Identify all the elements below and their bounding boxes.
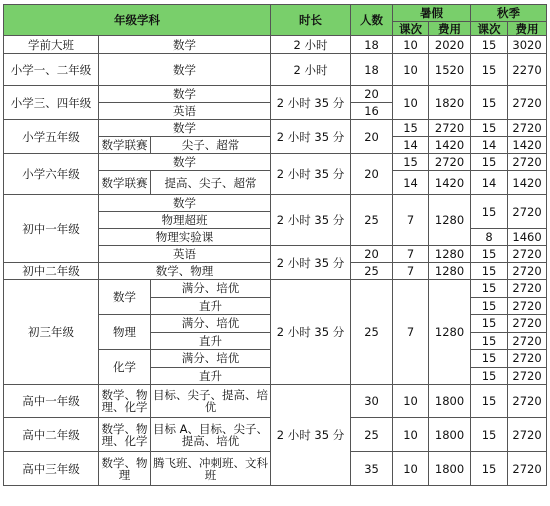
- summer-lessons-cell: 10: [393, 418, 429, 452]
- summer-fee-cell: 1520: [429, 54, 471, 86]
- autumn-fee-cell: 2270: [508, 54, 547, 86]
- people-cell: 30: [351, 385, 393, 418]
- table-row: [4, 385, 547, 418]
- grade-cell: 小学一、二年级: [4, 54, 99, 86]
- subject-cell: 数学、物理: [99, 452, 151, 486]
- autumn-fee-cell: 2720: [508, 297, 547, 315]
- autumn-fee-cell: 1420: [508, 171, 547, 195]
- level-cell: 目标、尖子、提高、培优: [151, 385, 271, 418]
- summer-lessons-cell: 10: [393, 36, 429, 54]
- people-cell: 25: [351, 418, 393, 452]
- autumn-lessons-cell: 8: [471, 229, 508, 246]
- autumn-fee-cell: 2720: [508, 452, 547, 486]
- summer-fee-cell: 1800: [429, 418, 471, 452]
- grade-cell: 初三年级: [4, 280, 99, 385]
- subject-cell: 物理实验课: [99, 229, 271, 246]
- table-row: [4, 154, 547, 171]
- summer-lessons-cell: 7: [393, 246, 429, 263]
- grade-cell: 高中一年级: [4, 385, 99, 418]
- duration-cell: 2 小时 35 分: [271, 120, 351, 154]
- autumn-fee-cell: 2720: [508, 120, 547, 137]
- autumn-lessons-cell: 15: [471, 86, 508, 120]
- people-cell: 20: [351, 246, 393, 263]
- subject-cell: 数学: [99, 54, 271, 86]
- summer-fee-cell: 2720: [429, 154, 471, 171]
- autumn-fee-cell: 1460: [508, 229, 547, 246]
- table-row: [4, 54, 547, 86]
- grade-cell: 高中三年级: [4, 452, 99, 486]
- subject-cell: 物理: [99, 315, 151, 350]
- grade-cell: 小学六年级: [4, 154, 99, 195]
- summer-fee-cell: 2020: [429, 36, 471, 54]
- level-cell: 满分、培优: [151, 280, 271, 298]
- summer-lessons-cell: 15: [393, 120, 429, 137]
- people-cell: 20: [351, 154, 393, 195]
- table-row: [4, 280, 547, 298]
- autumn-lessons-cell: 15: [471, 195, 508, 229]
- duration-cell: 2 小时 35 分: [271, 280, 351, 385]
- autumn-lessons-cell: 15: [471, 36, 508, 54]
- autumn-fee-cell: 2720: [508, 154, 547, 171]
- summer-fee-cell: 1420: [429, 171, 471, 195]
- header-row-1: [4, 5, 547, 22]
- summer-lessons-cell: 14: [393, 171, 429, 195]
- summer-fee-cell: 1280: [429, 263, 471, 280]
- subject-cell: 数学: [99, 154, 271, 171]
- grade-cell: 学前大班: [4, 36, 99, 54]
- summer-lessons-cell: 14: [393, 137, 429, 154]
- autumn-fee-cell: 2720: [508, 332, 547, 350]
- subject-cell: 数学: [99, 195, 271, 212]
- subject-cell: 数学: [99, 120, 271, 137]
- autumn-fee-cell: 2720: [508, 385, 547, 418]
- autumn-fee-cell: 2720: [508, 195, 547, 229]
- autumn-lessons-cell: 15: [471, 280, 508, 298]
- autumn-lessons-cell: 14: [471, 137, 508, 154]
- summer-lessons-cell: 15: [393, 154, 429, 171]
- autumn-lessons-cell: 15: [471, 452, 508, 486]
- autumn-fee-cell: 3020: [508, 36, 547, 54]
- autumn-lessons-cell: 14: [471, 171, 508, 195]
- people-cell: 16: [351, 103, 393, 120]
- autumn-fee-cell: 2720: [508, 86, 547, 120]
- autumn-lessons-cell: 15: [471, 332, 508, 350]
- fee-table-frame: [3, 4, 546, 502]
- level-cell: 直升: [151, 332, 271, 350]
- header-summer-fee: 费用: [429, 22, 471, 36]
- autumn-fee-cell: 2720: [508, 280, 547, 298]
- autumn-lessons-cell: 15: [471, 297, 508, 315]
- level-cell: 尖子、超常: [151, 137, 271, 154]
- people-cell: 18: [351, 54, 393, 86]
- grade-cell: 初中二年级: [4, 263, 99, 280]
- people-cell: 25: [351, 280, 393, 385]
- autumn-fee-cell: 1420: [508, 137, 547, 154]
- duration-cell: 2 小时 35 分: [271, 195, 351, 246]
- summer-lessons-cell: 10: [393, 54, 429, 86]
- autumn-lessons-cell: 15: [471, 315, 508, 333]
- grade-cell: 小学五年级: [4, 120, 99, 154]
- subject-cell: 数学联赛: [99, 171, 151, 195]
- table-row: [4, 120, 547, 137]
- subject-cell: 数学、物理: [99, 263, 271, 280]
- duration-cell: 2 小时 35 分: [271, 246, 351, 280]
- level-cell: 目标 A、目标、尖子、提高、培优: [151, 418, 271, 452]
- subject-cell: 数学: [99, 280, 151, 315]
- autumn-fee-cell: 2720: [508, 246, 547, 263]
- autumn-lessons-cell: 15: [471, 154, 508, 171]
- header-summer-lessons: 课次: [393, 22, 429, 36]
- summer-fee-cell: 1280: [429, 195, 471, 246]
- summer-fee-cell: 1820: [429, 86, 471, 120]
- header-autumn: 秋季: [471, 5, 547, 22]
- summer-fee-cell: 1800: [429, 385, 471, 418]
- subject-cell: 数学联赛: [99, 137, 151, 154]
- subject-cell: 数学、物理、化学: [99, 418, 151, 452]
- grade-cell: 初中一年级: [4, 195, 99, 263]
- duration-cell: 2 小时: [271, 36, 351, 54]
- grade-cell: 小学三、四年级: [4, 86, 99, 120]
- subject-cell: 英语: [99, 246, 271, 263]
- summer-lessons-cell: 10: [393, 86, 429, 120]
- table-row: [4, 36, 547, 54]
- autumn-lessons-cell: 15: [471, 367, 508, 385]
- people-cell: 18: [351, 36, 393, 54]
- level-cell: 提高、尖子、超常: [151, 171, 271, 195]
- duration-cell: 2 小时: [271, 54, 351, 86]
- duration-cell: 2 小时 35 分: [271, 154, 351, 195]
- summer-lessons-cell: 7: [393, 280, 429, 385]
- summer-lessons-cell: 7: [393, 263, 429, 280]
- autumn-lessons-cell: 15: [471, 120, 508, 137]
- fee-table: [3, 4, 547, 486]
- autumn-lessons-cell: 15: [471, 418, 508, 452]
- header-autumn-fee: 费用: [508, 22, 547, 36]
- people-cell: 25: [351, 195, 393, 246]
- subject-cell: 数学: [99, 36, 271, 54]
- table-row: [4, 195, 547, 212]
- header-summer: 暑假: [393, 5, 471, 22]
- autumn-lessons-cell: 15: [471, 350, 508, 368]
- level-cell: 腾飞班、冲刺班、文科班: [151, 452, 271, 486]
- autumn-fee-cell: 2720: [508, 350, 547, 368]
- level-cell: 直升: [151, 367, 271, 385]
- duration-cell: 2 小时 35 分: [271, 86, 351, 120]
- subject-cell: 数学: [99, 86, 271, 103]
- people-cell: 20: [351, 86, 393, 103]
- autumn-fee-cell: 2720: [508, 263, 547, 280]
- duration-cell: 2 小时 35 分: [271, 385, 351, 486]
- summer-fee-cell: 1280: [429, 280, 471, 385]
- people-cell: 25: [351, 263, 393, 280]
- header-people: 人数: [351, 5, 393, 36]
- header-autumn-lessons: 课次: [471, 22, 508, 36]
- summer-lessons-cell: 10: [393, 385, 429, 418]
- autumn-fee-cell: 2720: [508, 367, 547, 385]
- subject-cell: 数学、物理、化学: [99, 385, 151, 418]
- summer-fee-cell: 1800: [429, 452, 471, 486]
- summer-fee-cell: 1280: [429, 246, 471, 263]
- autumn-lessons-cell: 15: [471, 246, 508, 263]
- level-cell: 满分、培优: [151, 315, 271, 333]
- people-cell: 35: [351, 452, 393, 486]
- people-cell: 20: [351, 120, 393, 154]
- autumn-fee-cell: 2720: [508, 418, 547, 452]
- autumn-fee-cell: 2720: [508, 315, 547, 333]
- autumn-lessons-cell: 15: [471, 263, 508, 280]
- level-cell: 满分、培优: [151, 350, 271, 368]
- summer-lessons-cell: 10: [393, 452, 429, 486]
- table-row: [4, 86, 547, 103]
- summer-fee-cell: 2720: [429, 120, 471, 137]
- summer-fee-cell: 1420: [429, 137, 471, 154]
- autumn-lessons-cell: 15: [471, 54, 508, 86]
- grade-cell: 高中二年级: [4, 418, 99, 452]
- level-cell: 直升: [151, 297, 271, 315]
- summer-lessons-cell: 7: [393, 195, 429, 246]
- autumn-lessons-cell: 15: [471, 385, 508, 418]
- header-grade-subject: 年级学科: [4, 5, 271, 36]
- subject-cell: 化学: [99, 350, 151, 385]
- subject-cell: 物理超班: [99, 212, 271, 229]
- subject-cell: 英语: [99, 103, 271, 120]
- header-duration: 时长: [271, 5, 351, 36]
